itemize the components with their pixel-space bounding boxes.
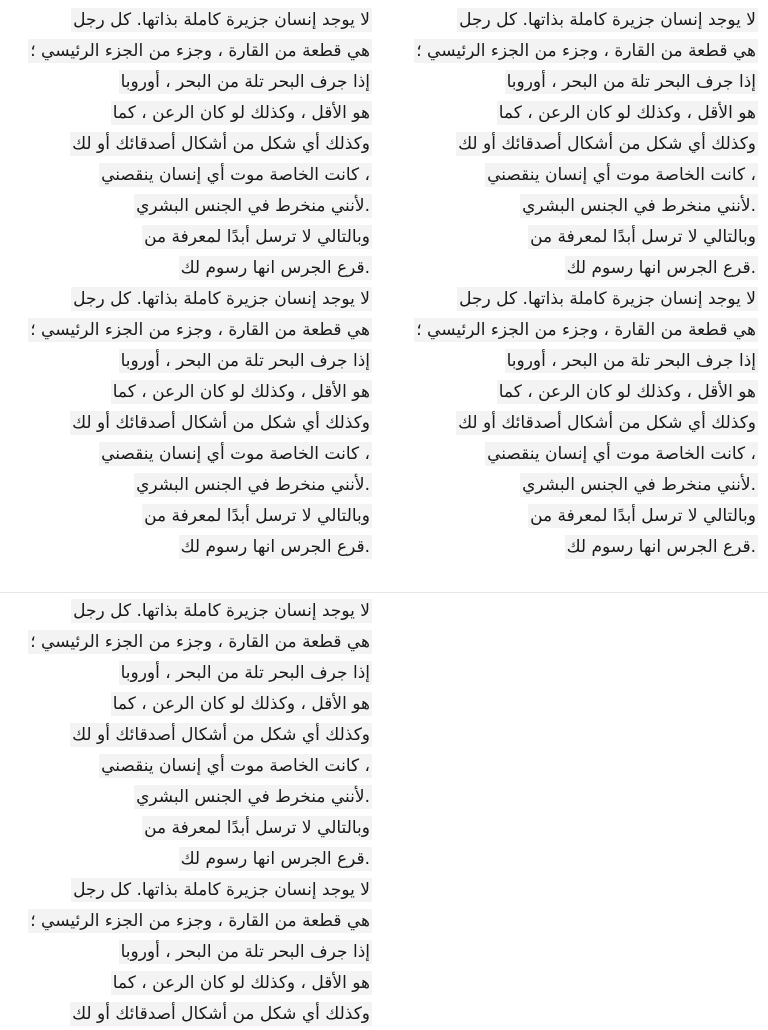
poem-line: لا يوجد إنسان جزيرة كاملة بذاتها. كل رجل xyxy=(73,10,370,30)
poem-line: .قرع الجرس انها رسوم لك xyxy=(180,258,370,278)
poem-line: ، كانت الخاصة موت أي إنسان ينقصني xyxy=(101,165,370,185)
poem-line: وبالتالي لا ترسل أبدًا لمعرفة من xyxy=(144,227,370,247)
poem-line: هو الأقل ، وكذلك لو كان الرعن ، كما xyxy=(112,694,370,714)
poem-line: لا يوجد إنسان جزيرة كاملة بذاتها. كل رجل xyxy=(459,10,756,30)
poem-line: وكذلك أي شكل من أشكال أصدقائك أو لك xyxy=(72,134,370,154)
poem-line: لا يوجد إنسان جزيرة كاملة بذاتها. كل رجل xyxy=(73,601,370,621)
text-column-right xyxy=(386,5,758,563)
poem-line: وكذلك أي شكل من أشكال أصدقائك أو لك xyxy=(72,1004,370,1024)
poem-line: إذا جرف البحر تلة من البحر ، أوروبا xyxy=(506,351,756,371)
poem-line: ، كانت الخاصة موت أي إنسان ينقصني xyxy=(487,444,756,464)
poem-line: إذا جرف البحر تلة من البحر ، أوروبا xyxy=(120,351,370,371)
poem-line: لا يوجد إنسان جزيرة كاملة بذاتها. كل رجل xyxy=(73,289,370,309)
poem-line: .قرع الجرس انها رسوم لك xyxy=(566,537,756,557)
poem-line: إذا جرف البحر تلة من البحر ، أوروبا xyxy=(120,663,370,683)
section-divider xyxy=(0,592,768,593)
text-column-left xyxy=(0,5,372,563)
poem-line: .قرع الجرس انها رسوم لك xyxy=(566,258,756,278)
poem-line: .لأنني منخرط في الجنس البشري xyxy=(136,196,370,216)
poem-line: ، كانت الخاصة موت أي إنسان ينقصني xyxy=(101,756,370,776)
poem-line: .قرع الجرس انها رسوم لك xyxy=(180,537,370,557)
poem-line: وبالتالي لا ترسل أبدًا لمعرفة من xyxy=(530,227,756,247)
poem-line: إذا جرف البحر تلة من البحر ، أوروبا xyxy=(120,72,370,92)
poem-line: هي قطعة من القارة ، وجزء من الجزء الرئيسي ؛ xyxy=(416,41,756,61)
poem-line: ، كانت الخاصة موت أي إنسان ينقصني xyxy=(487,165,756,185)
poem-line: .لأنني منخرط في الجنس البشري xyxy=(136,787,370,807)
poem-line: هي قطعة من القارة ، وجزء من الجزء الرئيسي ؛ xyxy=(30,911,370,931)
text-column-bottom xyxy=(0,596,372,1030)
poem-line: لا يوجد إنسان جزيرة كاملة بذاتها. كل رجل xyxy=(73,880,370,900)
poem-line: وبالتالي لا ترسل أبدًا لمعرفة من xyxy=(144,506,370,526)
poem-line: هو الأقل ، وكذلك لو كان الرعن ، كما xyxy=(112,973,370,993)
poem-line: ، كانت الخاصة موت أي إنسان ينقصني xyxy=(101,444,370,464)
poem-line: .قرع الجرس انها رسوم لك xyxy=(180,849,370,869)
poem-line: هو الأقل ، وكذلك لو كان الرعن ، كما xyxy=(498,382,756,402)
poem-line: لا يوجد إنسان جزيرة كاملة بذاتها. كل رجل xyxy=(459,289,756,309)
poem-line: وكذلك أي شكل من أشكال أصدقائك أو لك xyxy=(72,725,370,745)
poem-line: وبالتالي لا ترسل أبدًا لمعرفة من xyxy=(530,506,756,526)
poem-line: هي قطعة من القارة ، وجزء من الجزء الرئيسي ؛ xyxy=(416,320,756,340)
poem-line: وكذلك أي شكل من أشكال أصدقائك أو لك xyxy=(458,134,756,154)
poem-line: هو الأقل ، وكذلك لو كان الرعن ، كما xyxy=(498,103,756,123)
poem-line: وكذلك أي شكل من أشكال أصدقائك أو لك xyxy=(72,413,370,433)
poem-line: هو الأقل ، وكذلك لو كان الرعن ، كما xyxy=(112,103,370,123)
poem-line: إذا جرف البحر تلة من البحر ، أوروبا xyxy=(120,942,370,962)
poem-line: وكذلك أي شكل من أشكال أصدقائك أو لك xyxy=(458,413,756,433)
poem-line: وبالتالي لا ترسل أبدًا لمعرفة من xyxy=(144,818,370,838)
poem-line: هو الأقل ، وكذلك لو كان الرعن ، كما xyxy=(112,382,370,402)
poem-line: هي قطعة من القارة ، وجزء من الجزء الرئيسي ؛ xyxy=(30,632,370,652)
poem-line: .لأنني منخرط في الجنس البشري xyxy=(522,196,756,216)
poem-line: إذا جرف البحر تلة من البحر ، أوروبا xyxy=(506,72,756,92)
poem-line: .لأنني منخرط في الجنس البشري xyxy=(136,475,370,495)
poem-line: .لأنني منخرط في الجنس البشري xyxy=(522,475,756,495)
poem-line: هي قطعة من القارة ، وجزء من الجزء الرئيسي ؛ xyxy=(30,41,370,61)
poem-line: هي قطعة من القارة ، وجزء من الجزء الرئيسي ؛ xyxy=(30,320,370,340)
